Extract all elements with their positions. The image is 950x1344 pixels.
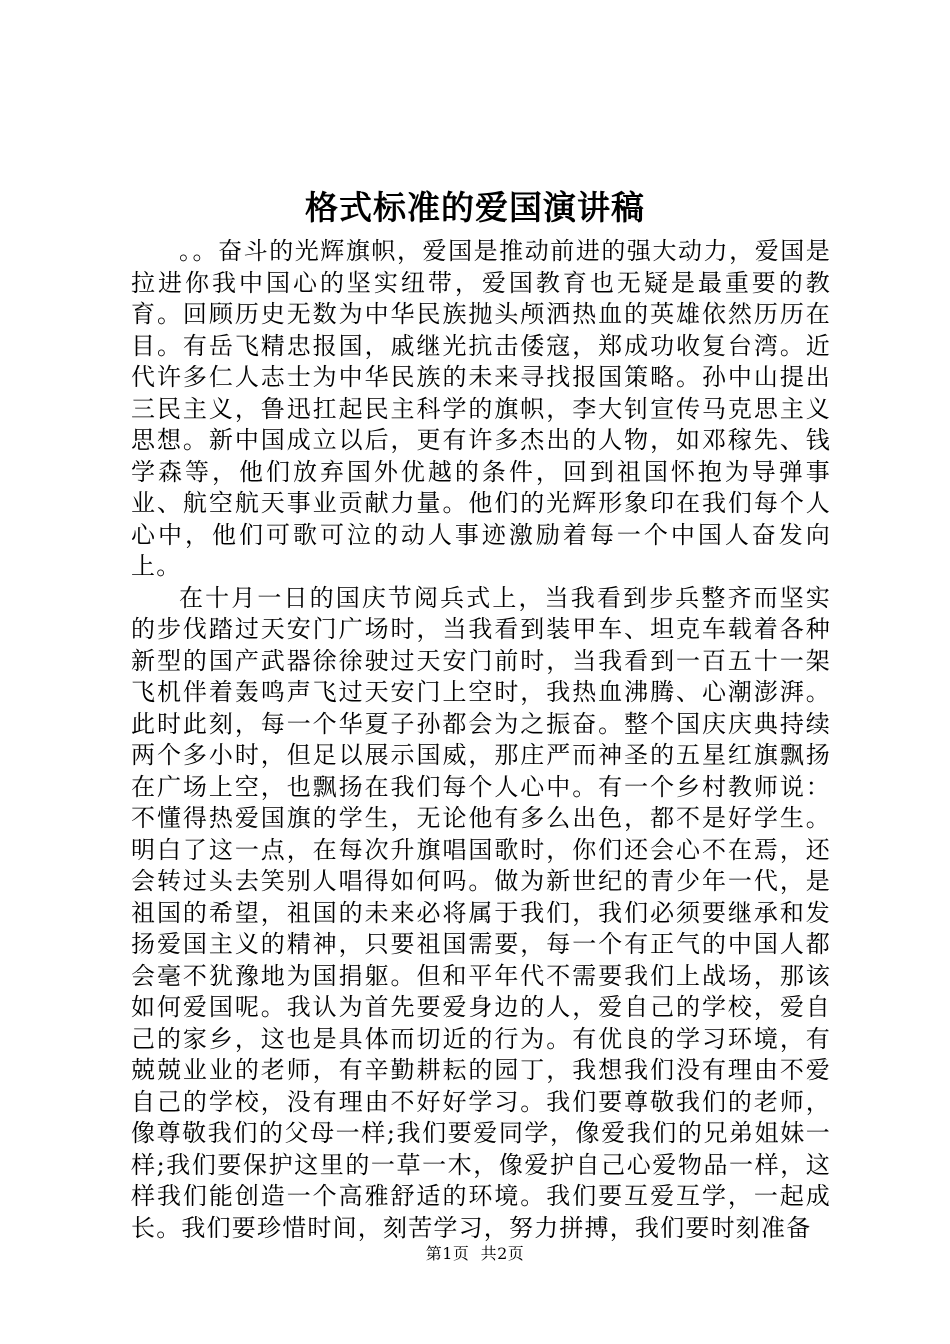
page-footer xyxy=(0,1243,950,1265)
paragraph: 在十月一日的国庆节阅兵式上，当我看到步兵整齐而坚实的步伐踏过天安门广场时，当我看到装甲车、坦克车载着各种新型的国产武器徐徐驶过天安门前时，当我看到一百五十一架飞机伴着轰鸣声飞过天安门上空时，我热血沸腾、心潮澎湃。此时此刻，每一个华夏子孙都会为之振奋。整个国庆庆典持续两个多小时，但足以展示国威，那庄严而神圣的五星红旗飘扬在广场上空，也飘扬在我们每个人心中。有一个乡村教师说：不懂得热爱国旗的学生，无论他有多么出色，都不是好学生。明白了这一点，在每次升旗唱国歌时，你们还会心不在焉，还会转过头去笑别人唱得如何吗。做为新世纪的青少年一代，是祖国的希望，祖国的未来必将属于我们，我们必须要继承和发扬爱国主义的精神，只要祖国需要，每一个有正气的中国人都会毫不犹豫地为国捐躯。但和平年代不需要我们上战场，那该如何爱国呢。我认为首先要爱身边的人，爱自己的学校，爱自己的家乡，这也是具体而切近的行为。有优良的学习环境，有兢兢业业的老师，有辛勤耕耘的园丁，我想我们没有理由不爱自己的学校，没有理由不好好学习。我们要尊敬我们的老师，像尊敬我们的父母一样;我们要爱同学，像爱我们的兄弟姐妹一样;我们要保护这里的一草一木，像爱护自己心爱物品一样，这样我们能创造一个高雅舒适的环境。我们要互爱互学，一起成长。我们要珍惜时间，刻苦学习，努力拼搏，我们要时刻准备 xyxy=(131,583,831,1242)
document-title: 格式标准的爱国演讲稿 xyxy=(305,188,645,227)
document-body xyxy=(131,236,831,1244)
page-total: 共2页 xyxy=(480,1244,525,1263)
page-number: 第1页 xyxy=(425,1244,470,1263)
paragraph: 。。奋斗的光辉旗帜，爱国是推动前进的强大动力，爱国是拉进你我中国心的坚实纽带，爱国教育也无疑是最重要的教育。回顾历史无数为中华民族抛头颅洒热血的英雄依然历历在目。有岳飞精忠报国，戚继光抗击倭寇，郑成功收复台湾。近代许多仁人志士为中华民族的未来寻找报国策略。孙中山提出三民主义，鲁迅扛起民主科学的旗帜，李大钊宣传马克思主义思想。新中国成立以后，更有许多杰出的人物，如邓稼先、钱学森等，他们放弃国外优越的条件，回到祖国怀抱为导弹事业、航空航天事业贡献力量。他们的光辉形象印在我们每个人心中，他们可歌可泣的动人事迹激励着每一个中国人奋发向上。 xyxy=(131,237,831,580)
footer-separator xyxy=(469,1244,480,1263)
